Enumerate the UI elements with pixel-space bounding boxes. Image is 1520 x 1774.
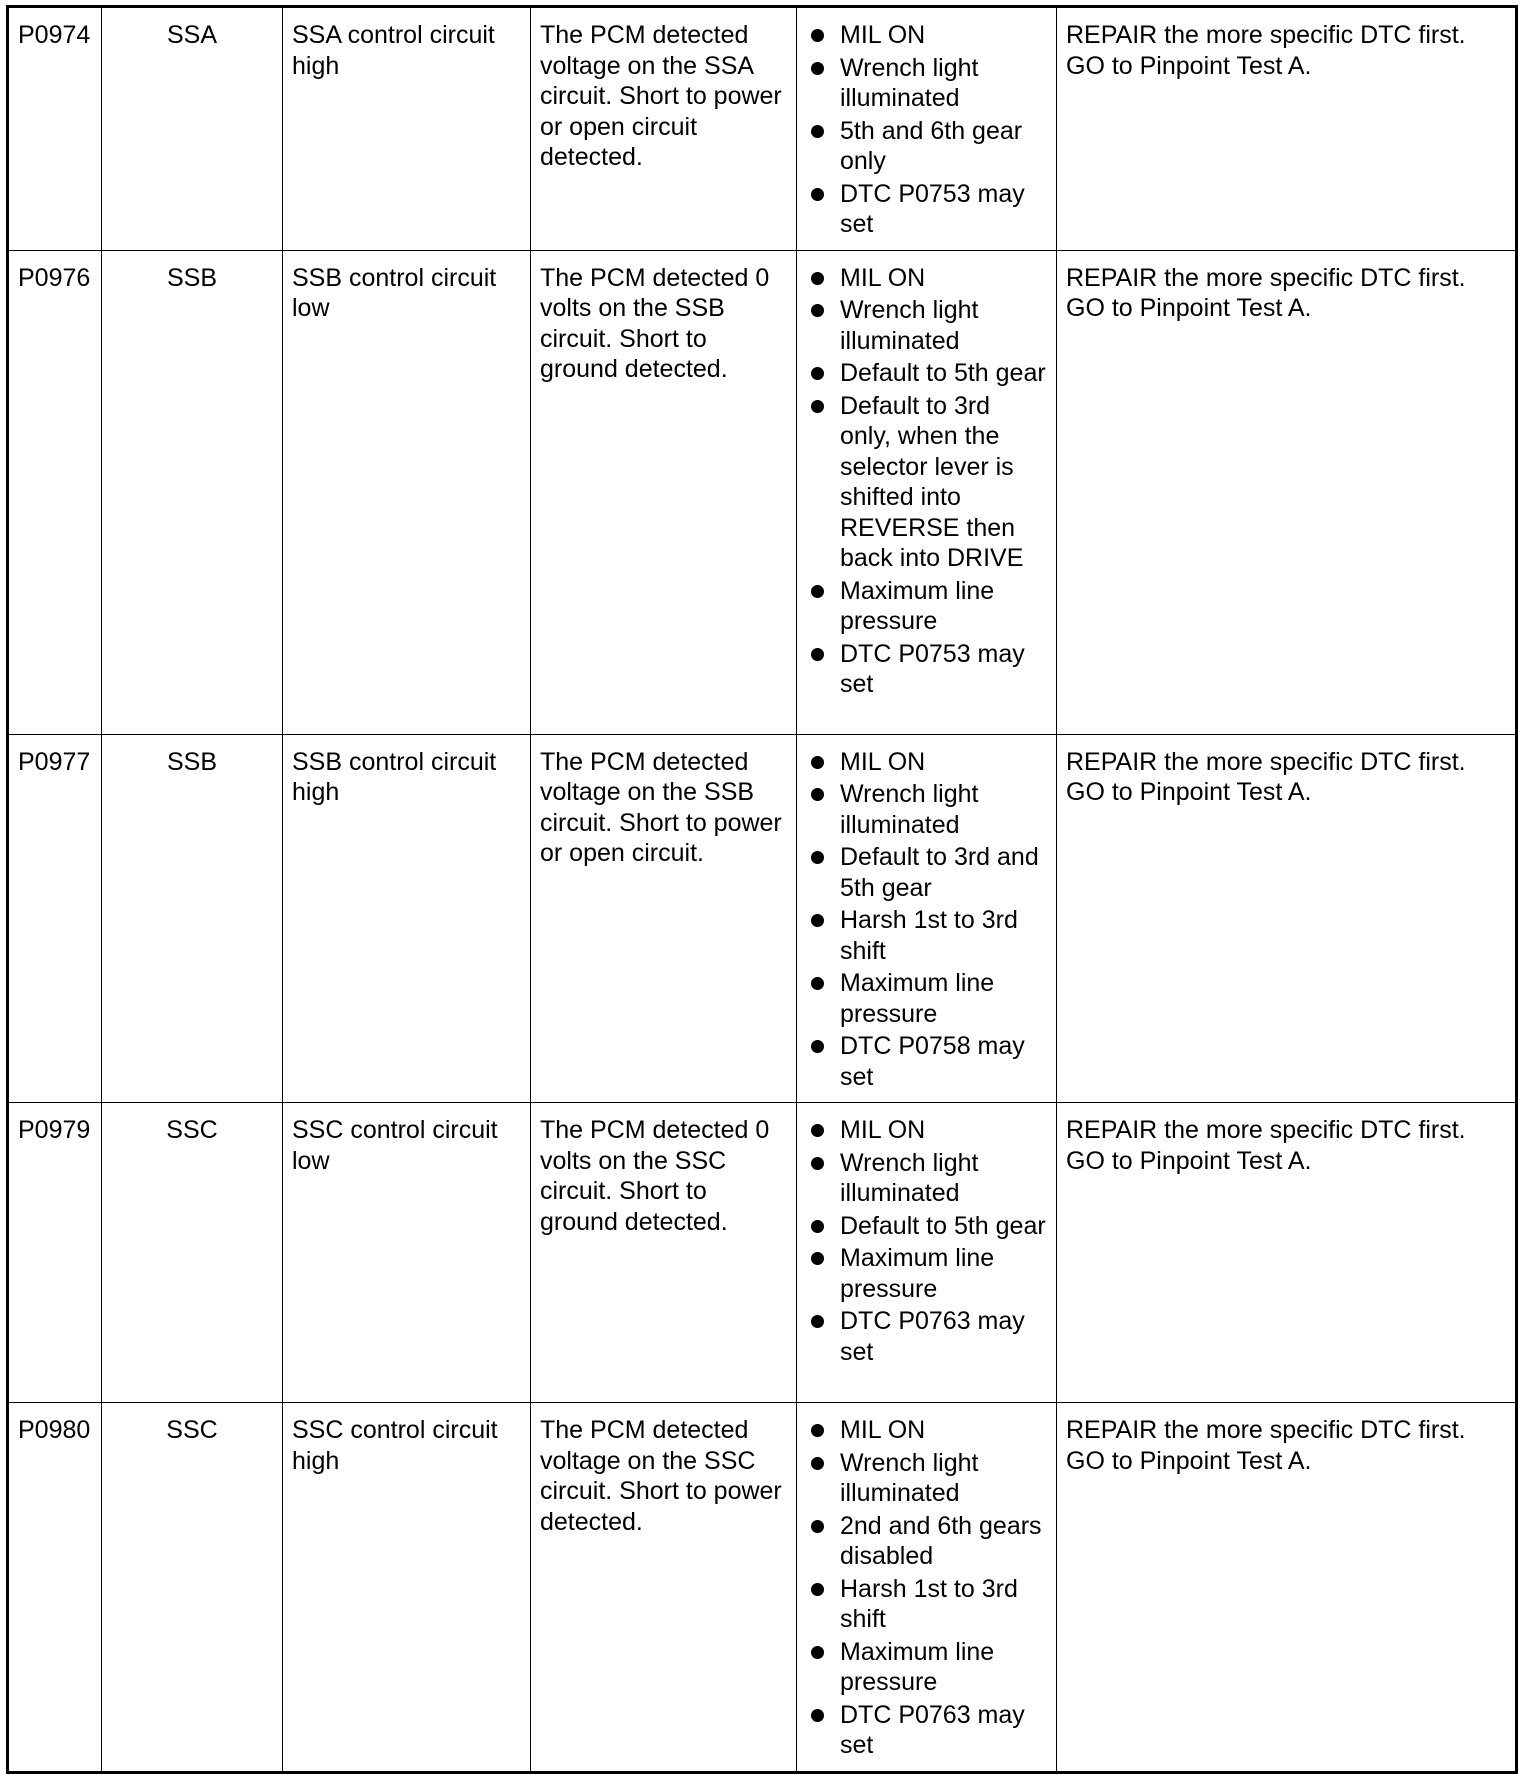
action-cell [1057, 1403, 1517, 1773]
bullet-icon [811, 62, 824, 75]
action-repair-text: REPAIR the more specific DTC first. [1066, 1416, 1466, 1444]
bullet-icon [811, 304, 824, 317]
action-repair-text: REPAIR the more specific DTC first. [1066, 1116, 1466, 1144]
bullet-icon [811, 1583, 824, 1596]
bullet-icon [811, 188, 824, 201]
bullet-icon [811, 1424, 824, 1437]
dtc-condition: The PCM detected 0 volts on the SSB circuit. Short to ground detected. [531, 250, 797, 734]
dtc-condition: The PCM detected voltage on the SSC circuit. Short to power detected. [531, 1403, 797, 1773]
table-row [8, 1403, 1517, 1773]
solenoid-name: SSB [102, 250, 283, 734]
dtc-code: P0977 [8, 734, 102, 1103]
table-row [8, 734, 1517, 1103]
bullet-icon [811, 125, 824, 138]
symptom-list [806, 20, 1047, 240]
bullet-icon [811, 756, 824, 769]
bullet-icon [811, 1709, 824, 1722]
solenoid-name: SSB [102, 734, 283, 1103]
list-item [806, 747, 1047, 778]
dtc-description: SSA control circuit high [283, 7, 531, 251]
list-item [806, 358, 1047, 389]
symptom-text: MIL ON [840, 1416, 926, 1444]
symptom-text: Harsh 1st to 3rd shift [840, 1574, 1018, 1633]
action-repair-text: REPAIR the more specific DTC first. [1066, 21, 1466, 49]
bullet-icon [811, 1252, 824, 1265]
bullet-icon [811, 1157, 824, 1170]
list-item [806, 639, 1047, 700]
list-item [806, 1306, 1047, 1367]
list-item [806, 53, 1047, 114]
list-item [806, 1448, 1047, 1509]
symptom-cell [797, 734, 1057, 1103]
action-pinpoint-text: GO to Pinpoint Test A. [1066, 778, 1312, 806]
symptom-text: Default to 3rd and 5th gear [840, 843, 1039, 902]
symptom-text: Default to 5th gear [840, 359, 1046, 387]
action-cell [1057, 250, 1517, 734]
dtc-condition: The PCM detected voltage on the SSB circuit. Short to power or open circuit. [531, 734, 797, 1103]
table-row [8, 250, 1517, 734]
dtc-code: P0979 [8, 1103, 102, 1403]
solenoid-name: SSA [102, 7, 283, 251]
list-item [806, 1115, 1047, 1146]
bullet-icon [811, 272, 824, 285]
dtc-description: SSB control circuit low [283, 250, 531, 734]
list-item [806, 1637, 1047, 1698]
list-item [806, 968, 1047, 1029]
dtc-table [6, 5, 1518, 1774]
symptom-cell [797, 1103, 1057, 1403]
list-item [806, 391, 1047, 574]
bullet-icon [811, 1457, 824, 1470]
bullet-icon [811, 914, 824, 927]
bullet-icon [811, 29, 824, 42]
table-row [8, 1103, 1517, 1403]
symptom-text: Maximum line pressure [840, 576, 995, 635]
symptom-list [806, 1115, 1047, 1367]
bullet-icon [811, 977, 824, 990]
action-repair-text: REPAIR the more specific DTC first. [1066, 747, 1466, 776]
symptom-list [806, 747, 1047, 1093]
dtc-code: P0974 [8, 7, 102, 251]
list-item [806, 179, 1047, 240]
action-repair-text: REPAIR the more specific DTC first. [1066, 263, 1466, 292]
list-item [806, 1243, 1047, 1304]
symptom-text: 5th and 6th gear only [840, 116, 1023, 175]
dtc-table-body [8, 7, 1517, 1773]
symptom-text: MIL ON [840, 1116, 926, 1144]
bullet-icon [811, 400, 824, 413]
symptom-text: Harsh 1st to 3rd shift [840, 906, 1018, 965]
list-item [806, 20, 1047, 51]
dtc-description: SSC control circuit low [283, 1103, 531, 1403]
list-item [806, 1574, 1047, 1635]
bullet-icon [811, 648, 824, 661]
solenoid-name: SSC [102, 1403, 283, 1773]
bullet-icon [811, 1315, 824, 1328]
symptom-text: Wrench light illuminated [840, 53, 979, 112]
symptom-text: Maximum line pressure [840, 969, 995, 1028]
symptom-text: Wrench light illuminated [840, 296, 979, 355]
list-item [806, 295, 1047, 356]
dtc-condition: The PCM detected 0 volts on the SSC circuit. Short to ground detected. [531, 1103, 797, 1403]
action-pinpoint-text: GO to Pinpoint Test A. [1066, 294, 1312, 322]
symptom-text: Default to 3rd only, when the selector lever is shifted into REVERSE then back into DRIVE [840, 391, 1024, 572]
list-item [806, 1148, 1047, 1209]
symptom-text: Default to 5th gear [840, 1211, 1046, 1240]
symptom-text: DTC P0753 may set [840, 179, 1025, 238]
list-item [806, 576, 1047, 637]
symptom-text: MIL ON [840, 747, 926, 776]
symptom-text: MIL ON [840, 21, 926, 49]
list-item [806, 1415, 1047, 1446]
dtc-description: SSC control circuit high [283, 1403, 531, 1773]
symptom-text: Maximum line pressure [840, 1244, 995, 1303]
list-item [806, 1031, 1047, 1092]
list-item [806, 116, 1047, 177]
list-item [806, 1700, 1047, 1761]
symptom-text: DTC P0763 may set [840, 1700, 1025, 1759]
bullet-icon [811, 585, 824, 598]
bullet-icon [811, 1520, 824, 1533]
bullet-icon [811, 851, 824, 864]
bullet-icon [811, 1220, 824, 1233]
action-pinpoint-text: GO to Pinpoint Test A. [1066, 1146, 1312, 1175]
action-cell [1057, 734, 1517, 1103]
bullet-icon [811, 367, 824, 380]
solenoid-name: SSC [102, 1103, 283, 1403]
bullet-icon [811, 1124, 824, 1137]
dtc-condition: The PCM detected voltage on the SSA circuit. Short to power or open circuit detected. [531, 7, 797, 251]
bullet-icon [811, 1040, 824, 1053]
symptom-text: Wrench light illuminated [840, 1448, 979, 1507]
symptom-list [806, 263, 1047, 700]
list-item [806, 842, 1047, 903]
symptom-text: DTC P0758 may set [840, 1032, 1025, 1091]
symptom-cell [797, 250, 1057, 734]
list-item [806, 779, 1047, 840]
action-cell [1057, 7, 1517, 251]
list-item [806, 905, 1047, 966]
dtc-code: P0980 [8, 1403, 102, 1773]
symptom-text: DTC P0763 may set [840, 1307, 1025, 1366]
dtc-description: SSB control circuit high [283, 734, 531, 1103]
symptom-text: MIL ON [840, 263, 926, 292]
action-pinpoint-text: GO to Pinpoint Test A. [1066, 1446, 1312, 1475]
symptom-list [806, 1415, 1047, 1761]
list-item [806, 263, 1047, 294]
list-item [806, 1511, 1047, 1572]
bullet-icon [811, 1646, 824, 1659]
bullet-icon [811, 788, 824, 801]
symptom-cell [797, 1403, 1057, 1773]
action-cell [1057, 1103, 1517, 1403]
symptom-text: DTC P0753 may set [840, 639, 1025, 698]
symptom-cell [797, 7, 1057, 251]
action-pinpoint-text: GO to Pinpoint Test A. [1066, 51, 1312, 80]
table-row [8, 7, 1517, 251]
symptom-text: Maximum line pressure [840, 1637, 995, 1696]
symptom-text: Wrench light illuminated [840, 1148, 979, 1207]
dtc-code: P0976 [8, 250, 102, 734]
symptom-text: 2nd and 6th gears disabled [840, 1511, 1042, 1570]
symptom-text: Wrench light illuminated [840, 780, 979, 839]
list-item [806, 1211, 1047, 1242]
